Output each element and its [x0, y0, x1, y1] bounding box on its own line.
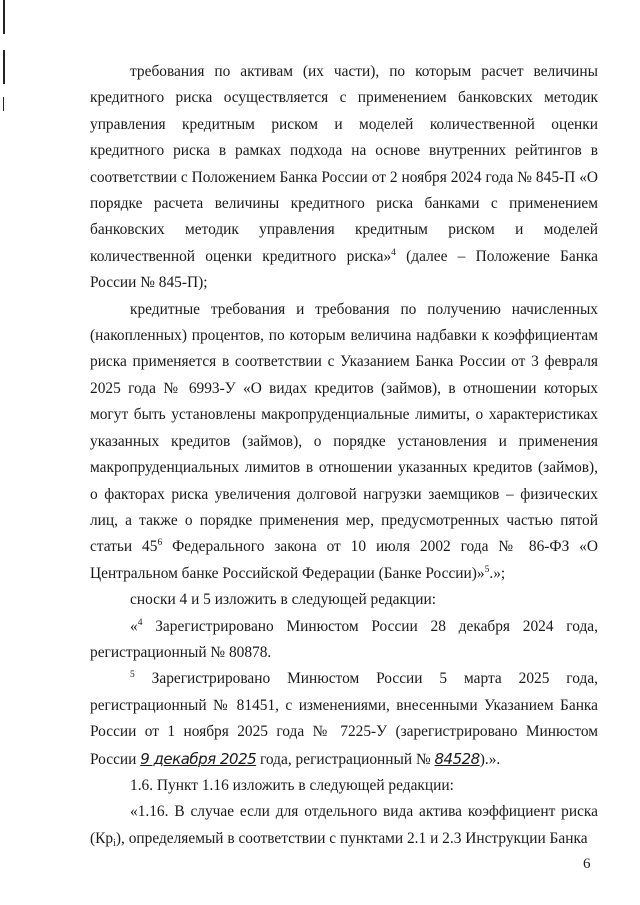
paragraph-text: требования по активам (их части), по которым расчет величины кредитного риска осуществляется с применением банковских методик управления кредитным риском и моделей количественной оценки кредитного риска в рамках подхода на основе внутренних рейтингов в соответствии с Положением Банка России от 2 ноября 2024 года № 845-П «О порядке расчета величины кредитного риска банками с применением банковских методик управления кредитным риском и моделей количественной оценки кредитного риска» — [90, 63, 598, 265]
footnote-ref: 4 — [391, 247, 396, 258]
page-number: 6 — [583, 856, 591, 872]
body-text — [90, 59, 598, 852]
left-margin-mark — [3, 97, 4, 111]
paragraph-text: «1.16. В случае если для отдельного вида актива коэффициент риска (Кр — [90, 803, 598, 847]
paragraph-text: Зарегистрировано Минюстом России 5 марта 2025 года, регистрационный № 81451, с изменениями, внесенными Указанием Банка России от 1 ноября 2025 года № 7225-У (зарегистрировано Минюстом России — [90, 670, 598, 768]
footnote-number: 4 — [137, 617, 143, 628]
footnote-4 — [90, 614, 598, 667]
subscript-index: i — [113, 837, 116, 849]
paragraph-assets — [90, 59, 598, 297]
left-margin-mark — [3, 50, 5, 84]
paragraph-text: года, регистрационный № — [256, 750, 435, 768]
paragraph-credit-claims — [90, 297, 598, 587]
paragraph-text: ).». — [479, 750, 501, 768]
paragraph-text: (далее – Положение Банка России № 845-П); — [90, 247, 599, 292]
paragraph-text: 1.6. Пункт 1.16 изложить в следующей редакции: — [130, 776, 454, 794]
paragraph-text: Федерального закона от 10 июля 2002 года № 86-ФЗ «О Центральном банке Российской Федерации (Банке России)» — [90, 538, 598, 582]
handwritten-registration-number: 84528 — [434, 749, 480, 768]
paragraph-text: .»; — [489, 564, 506, 582]
footnote-5 — [90, 666, 598, 773]
paragraph-text: ), определяемый в соответствии с пунктами 2.1 и 2.3 Инструкции Банка — [115, 829, 588, 847]
article-superscript: 6 — [157, 538, 163, 549]
paragraph-item-1-16 — [90, 799, 598, 852]
footnote-number: 5 — [130, 670, 135, 681]
paragraph-text: кредитные требования и требования по получению начисленных (накопленных) процентов, по которым величина надбавки к коэффициентам риска применяется в соответствии с Указанием Банка России от 3 февраля 2025 года № 6993-У «О видах кредитов (займов), в отношении которых могут быть установлены макропруденциальные лимиты, о характеристиках указанных кредитов (займов), о порядке установления и применения макропруденциальных лимитов в отношении указанных кредитов (займов), о факторах риска увеличения долговой нагрузки заемщиков – физических лиц, а также о порядке применения мер, предусмотренных частью пятой статьи 45 — [90, 300, 598, 556]
footnote-ref: 5 — [484, 564, 490, 575]
quote-mark: « — [130, 617, 138, 635]
handwritten-date: 9 декабря 2025 — [140, 749, 257, 768]
left-margin-mark — [3, 0, 5, 34]
paragraph-item-1-6 — [90, 773, 598, 799]
paragraph-text: Зарегистрировано Минюстом России 28 декабря 2024 года, регистрационный № 80878. — [90, 617, 598, 661]
paragraph-text: сноски 4 и 5 изложить в следующей редакции: — [130, 591, 436, 609]
paragraph-footnotes-intro — [90, 587, 598, 613]
